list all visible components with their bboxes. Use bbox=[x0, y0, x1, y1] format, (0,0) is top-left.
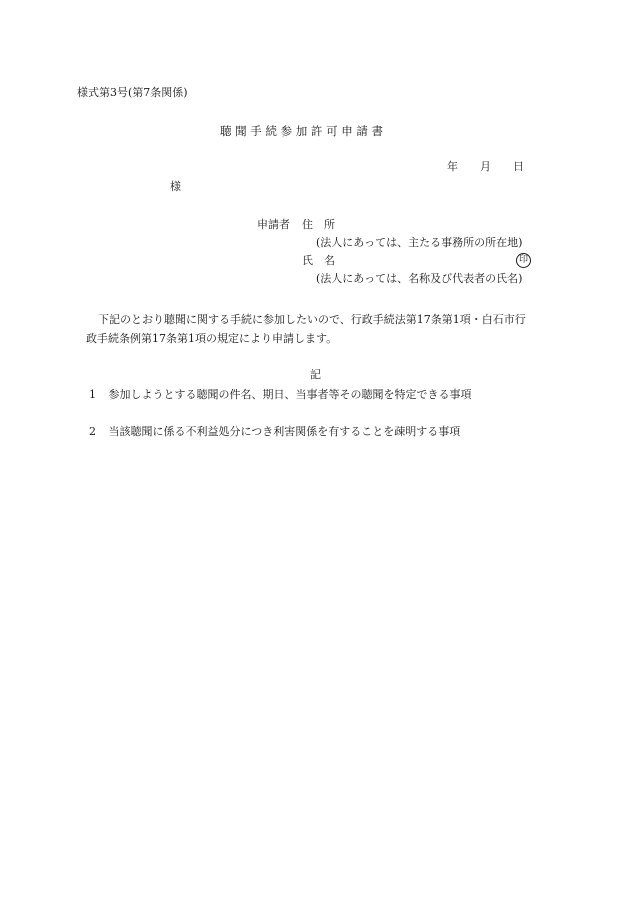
date-line bbox=[447, 160, 524, 174]
seal-mark: 印 bbox=[516, 253, 531, 268]
date-month-label: 月 bbox=[480, 160, 491, 173]
address-note: (法人にあっては、主たる事務所の所在地) bbox=[316, 236, 523, 249]
address-label: 住 所 bbox=[302, 218, 335, 231]
form-number: 様式第3号(第7条関係) bbox=[77, 86, 188, 99]
document-title: 聴 聞 手 続 参 加 許 可 申 請 書 bbox=[220, 124, 384, 138]
name-label: 氏 名 bbox=[302, 254, 335, 267]
ki-heading: 記 bbox=[310, 368, 321, 381]
item-text: 当該聴聞に係る不利益処分につき利害関係を有することを疎明する事項 bbox=[108, 425, 461, 438]
list-item bbox=[89, 425, 460, 439]
item-text: 参加しようとする聴聞の件名、期日、当事者等その聴聞を特定できる事項 bbox=[108, 388, 472, 401]
statement-line-1: 下記のとおり聴聞に関する手続に参加したいので、行政手続法第17条第1項・白石市行 bbox=[98, 313, 526, 326]
item-number: 1 bbox=[89, 388, 96, 401]
date-year-label: 年 bbox=[447, 160, 458, 173]
applicant-label: 申請者 bbox=[257, 218, 290, 231]
application-statement bbox=[86, 310, 586, 348]
date-day-label: 日 bbox=[513, 160, 524, 173]
addressee-suffix: 様 bbox=[170, 180, 181, 193]
item-number: 2 bbox=[89, 425, 96, 438]
list-item bbox=[89, 388, 472, 402]
name-note: (法人にあっては、名称及び代表者の氏名) bbox=[316, 272, 523, 285]
statement-line-2: 政手続条例第17条第1項の規定により申請します。 bbox=[86, 332, 338, 345]
